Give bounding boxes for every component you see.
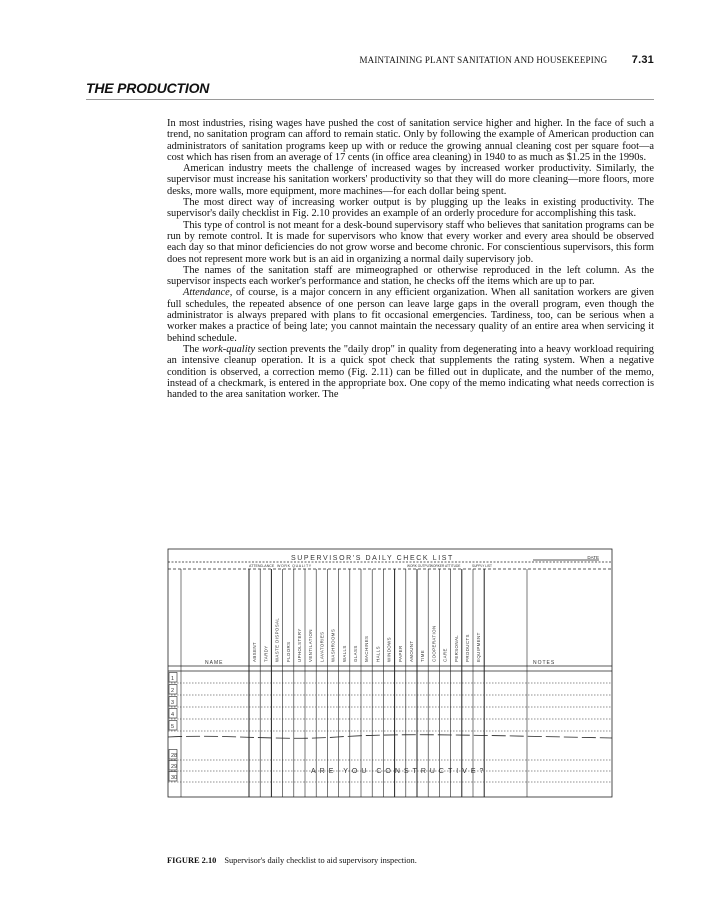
- row-number: 30: [171, 775, 178, 781]
- form-title: SUPERVISOR'S DAILY CHECK LIST: [291, 555, 454, 562]
- column-header: WALLS: [341, 645, 347, 662]
- paragraph-text: of course, is a major concern in any efficient organization. When all sanitation workers are given full schedules, the repeated absence of one person can leave large gaps in the overall program, even though the administrator is always prepared with plans to fit occasional emergencies. Tardiness, too, can be serious when a worker makes a practice of being late; you cannot maintain the necessary quality of an entire area when servicing it behind schedule.: [167, 287, 654, 344]
- row-number: 2: [171, 688, 175, 694]
- caption-label: FIGURE 2.10: [167, 856, 217, 865]
- group-attendance: ATTEND-ANCE: [249, 564, 275, 568]
- paragraph: The most direct way of increasing worker output is by plugging up the leaks in existing productivity. The supervisor's daily checklist in Fig. 2.10 provides an example of an orderly procedure for accomplishing this task.: [167, 197, 654, 220]
- column-header: PRODUCTS: [465, 634, 470, 662]
- row-number: 1: [171, 676, 175, 682]
- footer-slogan: ARE YOU CONSTRUCTIVE?: [311, 768, 488, 775]
- column-header: VENTILATION: [308, 629, 314, 662]
- column-header: UPHOLSTERY: [297, 628, 302, 662]
- date-label: DATE: [587, 555, 599, 560]
- group-work-quality: WORK QUALITY: [277, 564, 312, 568]
- caption-text: Supervisor's daily checklist to aid supervisory inspection.: [224, 856, 417, 865]
- figure-caption: [167, 856, 654, 865]
- column-header: WASTE DISPOSAL: [274, 617, 280, 662]
- column-header: EQUIPMENT: [476, 632, 482, 662]
- column-header: PERSONAL: [453, 634, 459, 662]
- column-header: FLOORS: [285, 641, 291, 662]
- group-work-output: WORK OUTPUT: [407, 564, 431, 568]
- row-number: 28: [171, 753, 178, 759]
- paragraph: The names of the sanitation staff are mimeographed or otherwise reproduced in the left column. As the supervisor inspects each worker's performance and station, he checks off the items which are up to par.: [167, 264, 654, 288]
- row-number: 5: [171, 724, 175, 730]
- row-number: 4: [171, 712, 175, 718]
- column-header: AMOUNT: [409, 640, 414, 662]
- figure-checklist: [167, 548, 615, 800]
- checklist-form: [167, 548, 615, 800]
- running-title: MAINTAINING PLANT SANITATION AND HOUSEKEEPING: [359, 55, 608, 65]
- running-head: [86, 54, 654, 66]
- paragraph: This type of control is not meant for a desk-bound supervisory staff who believes that sanitation programs can be run by remote control. It is made for supervisors who know that every worker and every area should be observed each day so that minor deficiencies do not grow worse and become chronic. For conscientious supervisors, this form does not represent more work but is an aid in organizing a normal daily supervisory job.: [167, 219, 654, 265]
- notes-label: NOTES: [533, 660, 556, 666]
- column-header: CARE: [442, 648, 448, 662]
- section-title: THE PRODUCTION: [86, 80, 654, 100]
- term-attendance: Attendance,: [183, 287, 233, 299]
- paragraph: In most industries, rising wages have pushed the cost of sanitation service higher and higher. In the face of such a trend, no sanitation program can afford to remain static. Only by following the example of American production can administrators of sanitation programs keep up with or reduce the growing annual cleaning cost per square foot—a cost which has risen from an average of 17 cents (in office area cleaning) in 1940 to as much as $1.25 in the 1990s.: [167, 118, 654, 163]
- name-label: NAME: [205, 660, 224, 666]
- group-worker-attitude: WORKER ATTITUDE: [430, 564, 461, 568]
- row-number: 3: [171, 700, 175, 706]
- column-header: COOPERATION: [431, 625, 437, 662]
- paragraph-work-quality: [167, 344, 654, 400]
- row-number: 29: [171, 764, 178, 770]
- paragraph-attendance: [167, 287, 654, 343]
- page-number: 7.31: [631, 54, 654, 66]
- column-header: PAPER: [397, 645, 403, 662]
- column-header: WINDOWS: [386, 637, 392, 662]
- group-supply: SUPPLY LIST: [472, 564, 492, 568]
- paragraph-text: section prevents the "daily drop" in quality from degenerating into a heavy workload requiring an intensive cleanup operation. It is a quick spot check that supplements the rating system. When a negative condition is observed, a correction memo (Fig. 2.11) can be filled out in duplicate, and the number of the memo, instead of a checkmark, is entered in the appropriate box. One copy of the memo indicating what needs correction is handed to the area sanitation worker. The: [167, 343, 654, 401]
- body-text: [167, 118, 654, 400]
- column-header: MACHINES: [364, 635, 370, 662]
- paragraph: American industry meets the challenge of increased wages by increased worker productivity. Similarly, the supervisor must increase his sanitation workers' productivity so that they will do more cleaning—more floors, more desks, more walls, more equipment, more machines—for each dollar being spent.: [167, 163, 654, 197]
- column-header: GLASS: [353, 645, 358, 662]
- column-header: LAVATORIES: [319, 631, 325, 662]
- column-header: WASHROOMS: [330, 628, 336, 662]
- paragraph-text: The: [183, 343, 202, 355]
- column-header: HALLS: [375, 646, 381, 662]
- column-header: TIME: [420, 649, 426, 662]
- term-work-quality: work-quality: [201, 343, 256, 355]
- column-header: TARDY: [263, 645, 269, 662]
- column-header: ABSENT: [252, 642, 258, 662]
- torn-break: [168, 735, 612, 739]
